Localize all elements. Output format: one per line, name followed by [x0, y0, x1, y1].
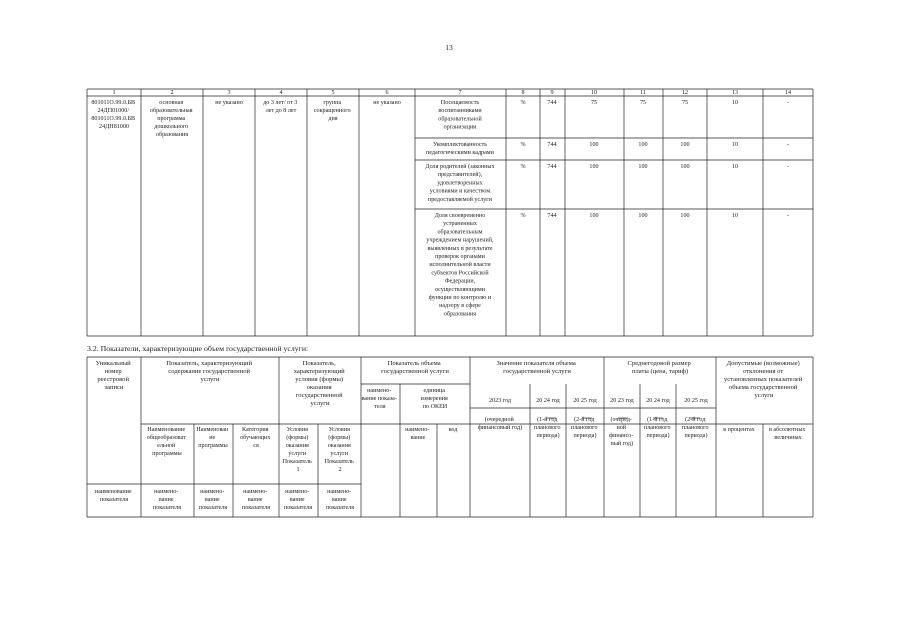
indicator-name: Посещаемость воспитанниками образовательной организации — [438, 100, 482, 131]
h-volume: Показатель объема государственной услуги — [381, 360, 449, 375]
unit-name: наимено- вание — [405, 427, 430, 441]
year-label: 20 24 год — [536, 398, 560, 404]
indicator-v13: 10 — [731, 100, 739, 106]
volume-indicators-table — [87, 357, 813, 517]
indicator-v10: 75 — [590, 100, 598, 106]
indicator-v14: - — [786, 142, 790, 148]
h-price: Среднегодовой размер платы (цена, тариф) — [627, 360, 691, 375]
col6-value: не указано — [373, 100, 401, 106]
indicator-unit: % — [520, 164, 526, 170]
col-number: 3 — [227, 90, 231, 96]
col-number: 5 — [331, 90, 335, 96]
sub-condition: Условия (формы) оказания услуги Показатель 2 — [324, 427, 354, 473]
group-type: группа сокращенного дня — [313, 100, 351, 122]
col-number: 11 — [640, 90, 646, 96]
indicator-name: Доля своевременно устраненных образовательным учреждением нарушений, выявленных в результате проверок органами исполнительной власти субъектов Российской Федерации, осуществляющими функции по контролю и надзору в сфере образования — [426, 213, 494, 318]
sub-content: Категория обучающих ся — [240, 427, 271, 449]
year-note: (1-й год планового периода) — [643, 417, 671, 439]
h-volume-name: наимено- вание показа- теля — [361, 388, 397, 410]
sub-content: Наименован ие программы — [196, 427, 229, 449]
indicator-okei: 744 — [547, 164, 557, 170]
dev-absolute: в абсолютных величинах — [769, 427, 806, 441]
bottom-label: наименование показателя — [94, 489, 132, 503]
indicator-okei: 744 — [547, 100, 557, 106]
col-number: 9 — [550, 90, 554, 96]
registry-number: 801011О.99.0.БВ 24ДП01000/ 801011О.99.0.БВ 24ДН81000 — [91, 100, 136, 130]
col-number: 2 — [170, 90, 174, 96]
bottom-label: наимено- вание показателя — [152, 489, 182, 511]
year-label: 2023 год — [488, 398, 512, 404]
indicator-v14: - — [786, 213, 790, 219]
quality-indicators-table — [87, 89, 813, 336]
age-range: до 3 лет/ от 3 лет до 8 лет — [263, 100, 298, 114]
col-number: 7 — [458, 90, 462, 96]
col-number: 4 — [279, 90, 283, 96]
h-deviation: Допустимые (возможные) отклонения от установленных показателей объема государственной услуги — [723, 360, 803, 399]
indicator-name: Укомплектованность педагогическими кадрами — [426, 142, 494, 157]
h-values: Значение показателя объема государственной услуги — [496, 360, 576, 375]
col-number: 6 — [385, 90, 389, 96]
col-number: 12 — [681, 90, 689, 96]
program-type: основная образовательная программа дошкольного образования — [149, 100, 193, 138]
indicator-v10: 100 — [589, 164, 599, 170]
col-number: 8 — [521, 90, 525, 96]
indicator-v10: 100 — [589, 213, 599, 219]
col3-value: не указано — [215, 100, 243, 106]
indicator-v14: - — [786, 100, 790, 106]
bottom-label: наимено- вание показателя — [241, 489, 271, 511]
indicator-v11: 100 — [638, 164, 648, 170]
col-number: 13 — [731, 90, 739, 96]
indicator-unit: % — [520, 100, 526, 106]
col-number: 10 — [590, 90, 598, 96]
dev-percent: в процентах — [723, 427, 755, 433]
year-note: (1-й год планового периода) — [533, 417, 561, 439]
bottom-label: наимено- вание показателя — [198, 489, 228, 511]
bottom-label: наимено- вание показателя — [325, 489, 355, 511]
indicator-unit: % — [520, 213, 526, 219]
indicator-v14: - — [786, 164, 790, 170]
table1-header-row — [112, 90, 791, 96]
indicator-v12: 100 — [680, 142, 690, 148]
page-number: 13 — [445, 43, 453, 52]
indicator-unit: % — [520, 142, 526, 148]
unit-code: код — [448, 427, 458, 433]
h-conditions: Показатель, характеризующий условия (формы) оказания государственной услуги — [293, 360, 345, 407]
h-unit: единица измерения по ОКЕИ — [420, 388, 448, 410]
year-note: (2-й год планового периода) — [681, 417, 709, 439]
indicator-v11: 75 — [639, 100, 647, 106]
indicator-v13: 10 — [731, 213, 739, 219]
indicator-v11: 100 — [638, 213, 648, 219]
year-label: 20 23 год — [610, 398, 634, 404]
indicator-v10: 100 — [589, 142, 599, 148]
indicator-v13: 10 — [731, 164, 739, 170]
sub-content: Наименование общеобразоват ельной программы — [146, 427, 186, 457]
h-content: Показатель, характеризующий содержание государственной услуги — [166, 360, 253, 383]
indicator-okei: 744 — [547, 142, 557, 148]
sub-condition: Условия (формы) оказания услуги Показатель 1 — [282, 427, 312, 473]
indicator-v12: 100 — [680, 213, 690, 219]
indicator-name: Доля родителей (законных представителей), удовлетворенных условиями и качеством предоставляемой услуги — [425, 164, 495, 203]
year-label: 20 25 год — [684, 398, 708, 404]
year-note: (очеред- ной финансо- вый год) — [609, 417, 634, 447]
year-label: 20 24 год — [646, 398, 670, 404]
col-number: 14 — [784, 90, 792, 96]
indicator-v12: 100 — [680, 164, 690, 170]
indicator-v12: 75 — [681, 100, 689, 106]
indicator-okei: 744 — [547, 213, 557, 219]
year-label: 20 25 год — [573, 398, 597, 404]
col-number: 1 — [112, 90, 116, 96]
section-title: 3.2. Показатели, характеризующие объем государственной услуги: — [87, 344, 309, 353]
bottom-label: наимено- вание показателя — [283, 489, 313, 511]
year-note: (2-й год планового периода) — [570, 417, 598, 439]
year-note: (очередной финансовый год) — [477, 417, 523, 431]
h-registry: Уникальный номер реестровой записи — [95, 360, 131, 391]
indicator-v11: 100 — [638, 142, 648, 148]
indicator-v13: 10 — [731, 142, 739, 148]
